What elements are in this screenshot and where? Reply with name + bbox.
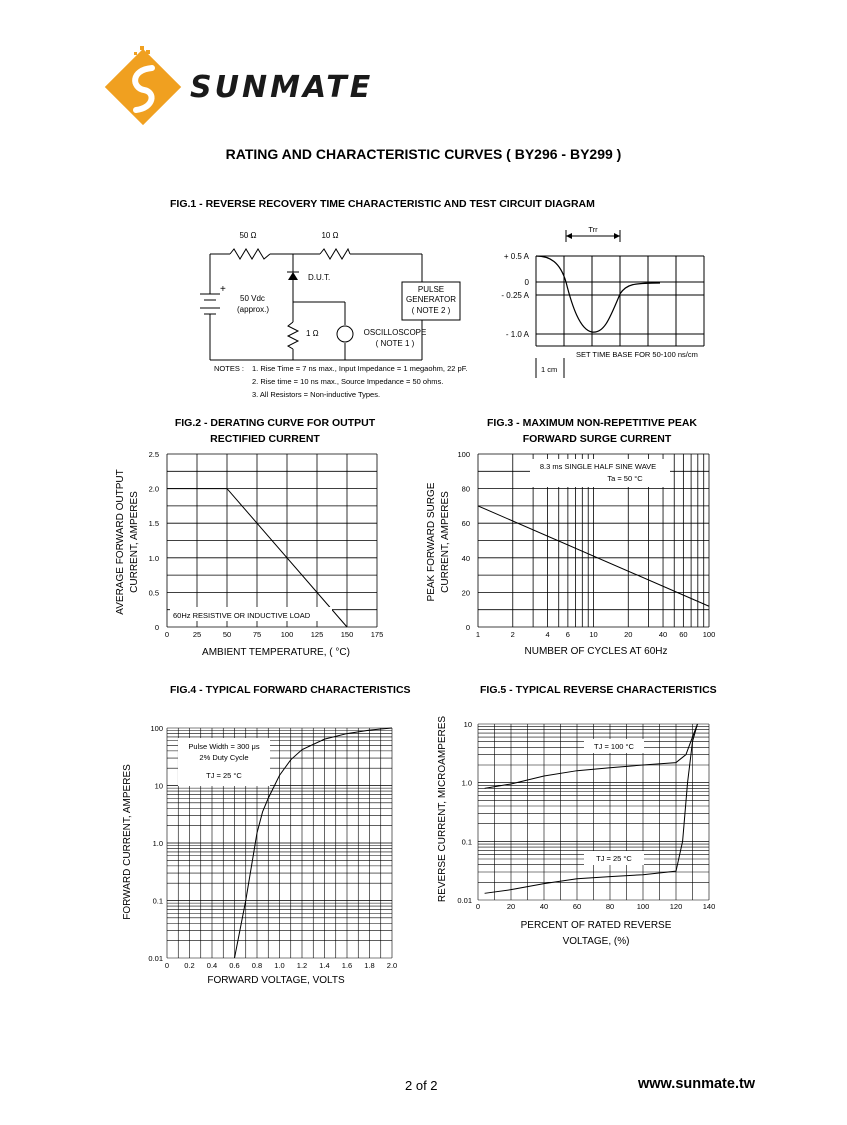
fig3-xtick: 100 — [702, 630, 716, 639]
brand-wordmark: SUNMATE — [190, 70, 374, 105]
note-3: 3. All Resistors = Non-inductive Types. — [252, 390, 381, 399]
fig3-ytick: 40 — [461, 553, 470, 563]
fig4-xtick: 1.4 — [319, 961, 330, 970]
level-minus10: - 1.0 A — [505, 330, 529, 339]
page-number: 2 of 2 — [405, 1078, 438, 1093]
sunmate-logo — [100, 44, 186, 130]
fig3-ytick: 60 — [461, 519, 470, 529]
source-label-2: (approx.) — [237, 305, 270, 314]
fig5-xtick: 40 — [539, 902, 549, 911]
fig4-ytick: 0.01 — [148, 954, 163, 963]
dut-label: D.U.T. — [308, 273, 331, 282]
level-0: 0 — [524, 278, 529, 287]
resistor-1 — [288, 322, 298, 349]
fig3-xlabel: NUMBER OF CYCLES AT 60Hz — [524, 646, 668, 657]
fig3-xtick: 20 — [624, 630, 633, 639]
fig3-annotation-1: 8.3 ms SINGLE HALF SINE WAVE — [539, 462, 657, 471]
note-1: 1. Rise Time = 7 ns max., Input Impedance = 1 megaohm, 22 pF. — [252, 364, 468, 373]
source-label: 50 Vdc — [240, 294, 265, 303]
pulse-label-3: ( NOTE 2 ) — [411, 306, 451, 315]
trr-label: Trr — [588, 225, 598, 234]
fig4-xtick: 0.2 — [184, 961, 195, 970]
fig5-xtick: 60 — [572, 902, 582, 911]
r10-label: 10 Ω — [321, 231, 339, 240]
fig2-ylabel-2: CURRENT, AMPERES — [129, 491, 140, 593]
cm-label: 1 cm — [541, 365, 558, 374]
fig2-chart — [100, 445, 430, 665]
fig3-ytick: 0 — [465, 623, 470, 632]
fig3-ylabel-1: PEAK FORWARD SURGE — [426, 482, 437, 602]
fig3-xtick: 40 — [658, 630, 668, 639]
fig5-annotation-hot: TJ = 100 °C — [594, 742, 634, 751]
fig2-xtick: 50 — [222, 630, 232, 639]
fig4-annotation-2: 2% Duty Cycle — [199, 753, 249, 762]
fig4-annotation-1: Pulse Width = 300 μs — [188, 742, 260, 751]
website-link[interactable]: www.sunmate.tw — [638, 1076, 756, 1092]
note-2: 2. Rise time = 10 ns max., Source Impedance = 50 ohms. — [252, 377, 444, 386]
fig5-title: FIG.5 - TYPICAL REVERSE CHARACTERISTICS — [480, 684, 717, 696]
fig5-chart — [420, 710, 740, 960]
fig4-ytick: 1.0 — [152, 839, 163, 848]
fig4-annotation-3: TJ = 25 °C — [206, 771, 242, 780]
recovery-waveform — [536, 256, 660, 332]
fig5-xtick: 20 — [506, 902, 516, 911]
fig2-xtick: 100 — [280, 630, 294, 639]
fig5-xtick: 140 — [702, 902, 716, 911]
fig3-chart — [420, 445, 740, 665]
fig4-ytick: 10 — [154, 781, 163, 791]
fig5-xtick: 0 — [475, 902, 481, 911]
fig2-xtick: 150 — [340, 630, 354, 639]
fig2-ytick: 1.5 — [148, 519, 159, 529]
fig2-ylabel-1: AVERAGE FORWARD OUTPUT — [115, 469, 126, 615]
fig4-chart — [100, 710, 420, 1000]
fig3-ytick: 80 — [461, 484, 470, 494]
fig4-xtick: 0.6 — [229, 961, 240, 970]
resistor-10 — [320, 249, 350, 259]
fig4-xtick: 1.0 — [274, 961, 285, 970]
fig5-ytick: 1.0 — [461, 778, 472, 788]
fig2-ytick: 2.5 — [148, 450, 159, 459]
fig3-ytick: 100 — [457, 450, 470, 459]
fig4-ytick: 100 — [150, 724, 163, 733]
fig5-ytick: 10 — [463, 720, 472, 729]
timebase-label: SET TIME BASE FOR 50-100 ns/cm — [576, 350, 698, 359]
fig3-title-1: FIG.3 - MAXIMUM NON-REPETITIVE PEAK — [486, 417, 697, 429]
fig2-xtick: 75 — [252, 630, 262, 639]
fig3-ytick: 20 — [461, 588, 470, 598]
fig2-xtick: 0 — [164, 630, 170, 639]
fig4-xtick: 1.6 — [341, 961, 353, 970]
fig3-xtick: 60 — [679, 630, 688, 639]
level-minus025: - 0.25 A — [501, 291, 529, 300]
fig3-xtick: 4 — [545, 630, 550, 639]
fig5-xtick: 100 — [636, 902, 650, 911]
fig5-xtick: 80 — [605, 902, 615, 911]
fig2-title-1: FIG.2 - DERATING CURVE FOR OUTPUT — [174, 417, 376, 429]
fig2-xtick: 175 — [370, 630, 384, 639]
diode-symbol — [288, 272, 298, 280]
fig4-xtick: 2.0 — [386, 961, 398, 970]
fig5-xtick: 120 — [669, 902, 683, 911]
notes-label: NOTES : — [214, 364, 245, 373]
fig2-xtick: 25 — [192, 630, 202, 639]
fig5-annotation-cold: TJ = 25 °C — [596, 854, 632, 863]
fig2-ytick: 0.5 — [148, 588, 159, 598]
fig2-ytick: 0 — [154, 623, 159, 632]
resistor-50 — [230, 249, 270, 259]
fig5-curve-100c — [485, 724, 698, 788]
fig3-xtick: 2 — [510, 630, 515, 639]
fig4-xlabel: FORWARD VOLTAGE, VOLTS — [207, 975, 345, 986]
fig2-xlabel: AMBIENT TEMPERATURE, ( °C) — [202, 647, 350, 658]
fig2-ytick: 1.0 — [148, 553, 159, 563]
osc-label-2: ( NOTE 1 ) — [375, 339, 415, 348]
fig4-xtick: 0 — [164, 961, 170, 970]
osc-label-1: OSCILLOSCOPE — [363, 328, 427, 337]
pulse-label-2: GENERATOR — [406, 295, 456, 304]
fig1-title: FIG.1 - REVERSE RECOVERY TIME CHARACTERISTIC AND TEST CIRCUIT DIAGRAM — [170, 198, 595, 210]
fig5-ytick: 0.1 — [461, 837, 472, 847]
level-plus05: + 0.5 A — [503, 252, 529, 261]
fig4-xtick: 1.8 — [364, 961, 375, 970]
fig3-xtick: 6 — [565, 630, 570, 639]
fig3-xtick: 1 — [475, 630, 481, 639]
fig3-title-2: FORWARD SURGE CURRENT — [522, 433, 672, 445]
fig3-ylabel-2: CURRENT, AMPERES — [440, 491, 451, 593]
fig3-annotation-2: Ta = 50 °C — [607, 474, 643, 483]
fig4-title: FIG.4 - TYPICAL FORWARD CHARACTERISTICS — [170, 684, 411, 696]
fig4-xtick: 1.2 — [296, 961, 308, 970]
fig2-annotation: 60Hz RESISTIVE OR INDUCTIVE LOAD — [173, 611, 311, 620]
fig2-xtick: 125 — [310, 630, 324, 639]
page-title: RATING AND CHARACTERISTIC CURVES ( BY296 - BY299 ) — [225, 146, 622, 162]
fig5-xlabel-2: VOLTAGE, (%) — [562, 936, 630, 947]
fig5-ylabel: REVERSE CURRENT, MICROAMPERES — [437, 715, 448, 903]
pulse-label-1: PULSE — [417, 285, 445, 294]
fig2-ytick: 2.0 — [148, 484, 159, 494]
fig1-diagram — [190, 222, 730, 407]
r50-label: 50 Ω — [239, 231, 257, 240]
fig2-title-2: RECTIFIED CURRENT — [210, 433, 320, 445]
fig3-xtick: 10 — [589, 630, 598, 639]
fig4-ylabel: FORWARD CURRENT, AMPERES — [122, 764, 133, 920]
fig4-xtick: 0.8 — [251, 961, 263, 970]
plus-label: + — [220, 284, 226, 295]
r1-label: 1 Ω — [306, 329, 319, 338]
fig5-xlabel-1: PERCENT OF RATED REVERSE — [520, 920, 672, 931]
fig4-ytick: 0.1 — [152, 896, 163, 906]
fig4-xtick: 0.4 — [206, 961, 218, 970]
fig5-ytick: 0.01 — [457, 896, 472, 905]
